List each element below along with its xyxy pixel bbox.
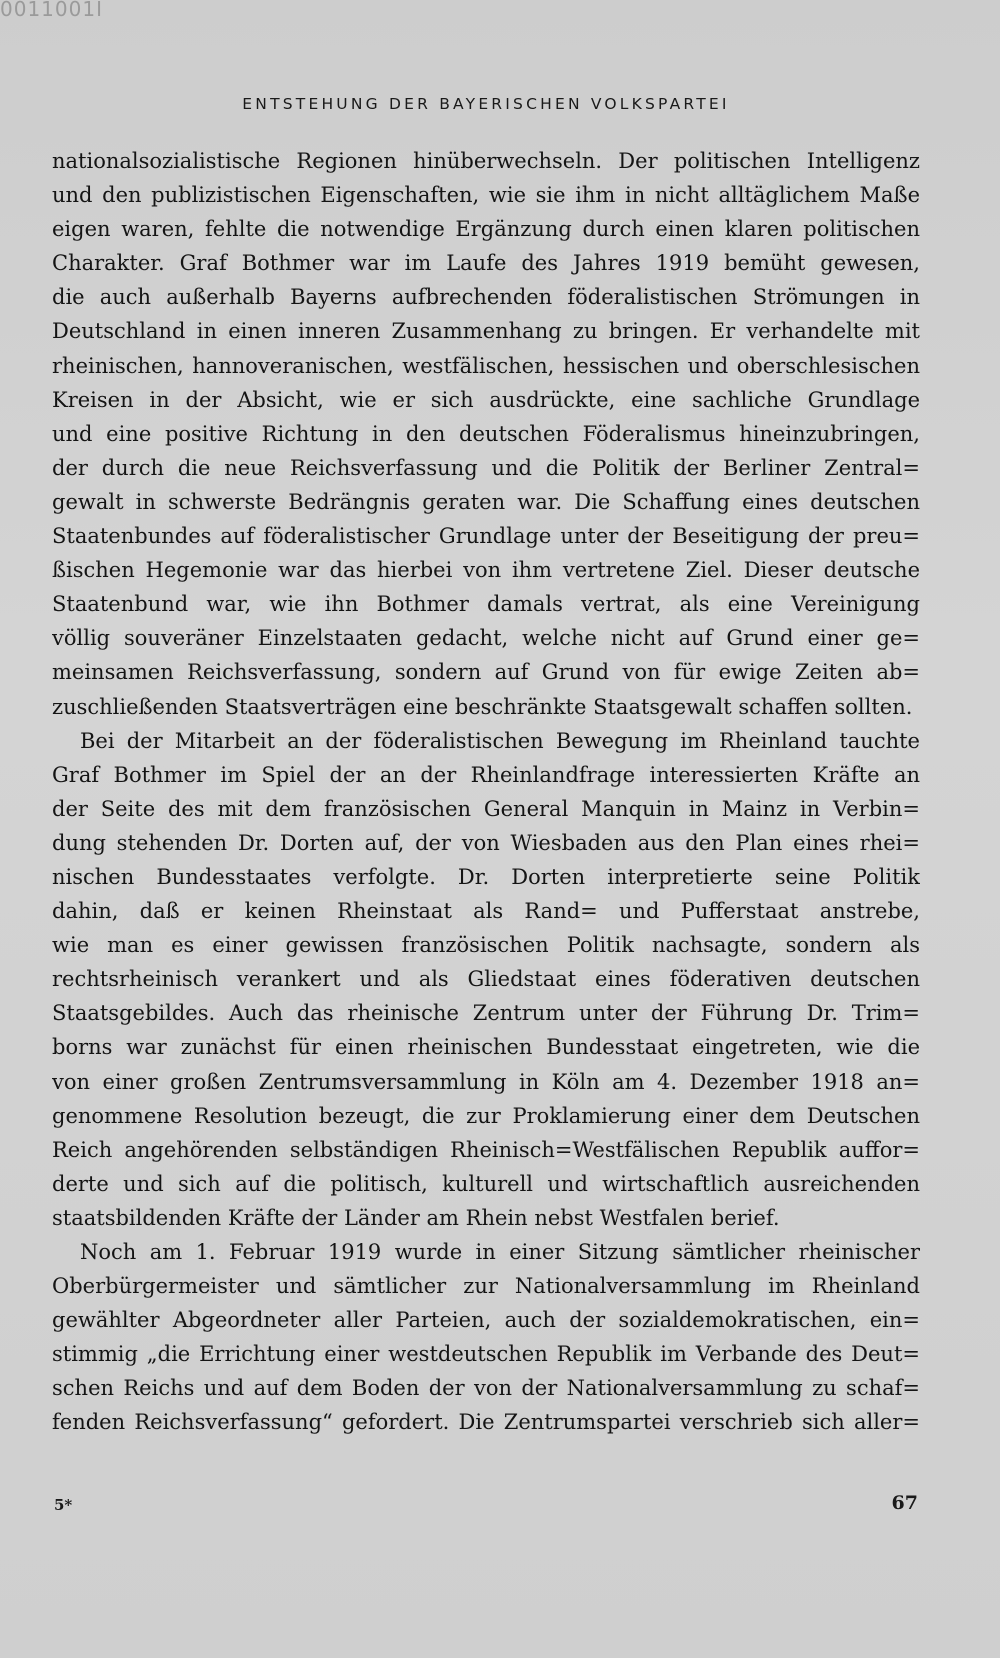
text-line: genommene Resolution bezeugt, die zur Proklamierung einer dem Deutschen xyxy=(52,1103,920,1128)
text-line: gewählter Abgeordneter aller Parteien, auch der sozialdemokratischen, ein= xyxy=(52,1308,920,1333)
text-line: Reich angehörenden selbständigen Rheinisch=Westfälischen Republik auffor= xyxy=(52,1137,920,1162)
text-line: staatsbildenden Kräfte der Länder am Rhein nebst Westfalen berief. xyxy=(52,1205,780,1230)
text-line: Kreisen in der Absicht, wie er sich ausdrückte, eine sachliche Grundlage xyxy=(52,387,920,412)
text-line: borns war zunächst für einen rheinischen Bundesstaat eingetreten, wie die xyxy=(52,1035,920,1060)
text-line: nischen Bundesstaates verfolgte. Dr. Dorten interpretierte seine Politik xyxy=(52,864,920,889)
text-line: fenden Reichsverfassung“ gefordert. Die Zentrumspartei verschrieb sich aller= xyxy=(52,1410,920,1435)
running-head: ENTSTEHUNG DER BAYERISCHEN VOLKSPARTEI xyxy=(242,95,730,113)
text-line: die auch außerhalb Bayerns aufbrechenden föderalistischen Strömungen in xyxy=(52,285,920,310)
text-line: schen Reichs und auf dem Boden der von der Nationalversammlung zu schaf= xyxy=(52,1376,920,1401)
text-line: gewalt in schwerste Bedrängnis geraten war. Die Schaffung eines deutschen xyxy=(52,489,920,514)
text-line: ßischen Hegemonie war das hierbei von ihm vertretene Ziel. Dieser deutsche xyxy=(52,558,920,583)
text-line: eigen waren, fehlte die notwendige Ergänzung durch einen klaren politischen xyxy=(52,217,920,242)
text-line: zuschließenden Staatsverträgen eine beschränkte Staatsgewalt schaffen sollten. xyxy=(52,694,913,719)
text-line: Staatsgebildes. Auch das rheinische Zentrum unter der Führung Dr. Trim= xyxy=(52,1001,920,1026)
text-line: der Seite des mit dem französischen General Manquin in Mainz in Verbin= xyxy=(52,796,920,821)
text-line: und den publizistischen Eigenschaften, wie sie ihm in nicht alltäglichem Maße xyxy=(52,183,920,208)
text-line: derte und sich auf die politisch, kulturell und wirtschaftlich ausreichenden xyxy=(52,1171,920,1196)
body-text xyxy=(52,144,920,1440)
page-number: 67 xyxy=(891,1492,918,1514)
text-line: dahin, daß er keinen Rheinstaat als Rand= und Pufferstaat anstrebe, xyxy=(52,899,920,924)
text-line: rheinischen, hannoveranischen, westfälischen, hessischen und oberschlesischen xyxy=(52,353,920,378)
text-line: Charakter. Graf Bothmer war im Laufe des Jahres 1919 bemüht gewesen, xyxy=(52,251,920,276)
text-line: rechtsrheinisch verankert und als Gliedstaat eines föderativen deutschen xyxy=(52,967,920,992)
text-line: dung stehenden Dr. Dorten auf, der von Wiesbaden aus den Plan eines rhei= xyxy=(52,830,920,855)
text-line: und eine positive Richtung in den deutschen Föderalismus hineinzubringen, xyxy=(52,421,920,446)
signature-mark: 5* xyxy=(54,1496,73,1514)
text-line: von einer großen Zentrumsversammlung in Köln am 4. Dezember 1918 an= xyxy=(52,1069,920,1094)
text-line: wie man es einer gewissen französischen Politik nachsagte, sondern als xyxy=(52,933,920,958)
text-line: stimmig „die Errichtung einer westdeutschen Republik im Verbande des Deut= xyxy=(52,1342,920,1367)
text-line: Staatenbund war, wie ihn Bothmer damals vertrat, als eine Vereinigung xyxy=(52,592,920,617)
text-line: der durch die neue Reichsverfassung und die Politik der Berliner Zentral= xyxy=(52,455,920,480)
text-line: Oberbürgermeister und sämtlicher zur Nationalversammlung im Rheinland xyxy=(52,1274,920,1299)
text-line: nationalsozialistische Regionen hinüberwechseln. Der politischen Intelligenz xyxy=(52,149,920,173)
scan-mark: 0011001I xyxy=(0,0,103,18)
text-line: meinsamen Reichsverfassung, sondern auf Grund von für ewige Zeiten ab= xyxy=(52,660,920,685)
text-line: Noch am 1. Februar 1919 wurde in einer Sitzung sämtlicher rheinischer xyxy=(80,1240,920,1264)
text-line: Bei der Mitarbeit an der föderalistischen Bewegung im Rheinland tauchte xyxy=(80,728,920,753)
text-line: Graf Bothmer im Spiel der an der Rheinlandfrage interessierten Kräfte an xyxy=(52,762,920,787)
text-line: Staatenbundes auf föderalistischer Grundlage unter der Beseitigung der preu= xyxy=(52,524,920,549)
text-line: völlig souveräner Einzelstaaten gedacht, welche nicht auf Grund einer ge= xyxy=(52,626,920,651)
text-line: Deutschland in einen inneren Zusammenhang zu bringen. Er verhandelte mit xyxy=(52,319,920,344)
